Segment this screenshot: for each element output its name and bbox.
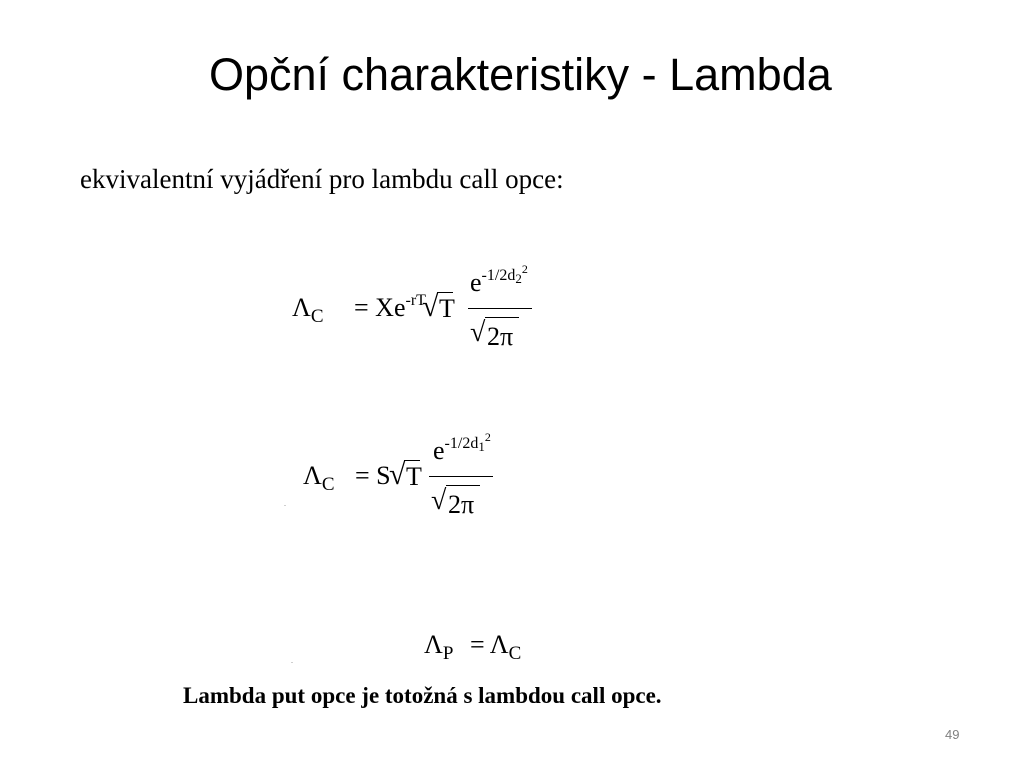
denominator-vinculum [485, 317, 519, 318]
subscript-p: P [442, 643, 454, 664]
equals-x: = Xe [354, 293, 406, 322]
numerator-exponent: -1/2d [481, 267, 516, 284]
denominator-arg: 2π [487, 322, 514, 351]
fraction-bar [429, 476, 493, 477]
subscript-c: C [310, 306, 324, 327]
scan-speck [291, 662, 293, 663]
subscript-c: C [321, 474, 335, 495]
exponent-rt: -rT [405, 292, 426, 309]
subscript-c: C [508, 643, 522, 664]
formula-3-rhs [470, 630, 522, 664]
denominator-arg: 2π [448, 490, 475, 519]
denominator-sqrt: √ [470, 317, 486, 348]
formula-2-s-term: = S [355, 461, 391, 490]
sqrt-vinculum [404, 460, 420, 461]
fraction-bar [468, 308, 532, 309]
formula-lambda-put [424, 632, 564, 672]
numerator-exponent-sup: 2 [484, 430, 491, 444]
lambda-symbol: Λ [292, 293, 311, 322]
sqrt-sign: √ [422, 290, 439, 323]
numerator-exponent-sub: 2 [515, 271, 522, 286]
denominator-sqrt: √ [431, 485, 447, 516]
sqrt-vinculum [437, 292, 453, 293]
numerator [433, 430, 491, 465]
slide-number: 49 [945, 727, 960, 742]
lambda-symbol: Λ [303, 461, 322, 490]
formula-1-lhs [292, 293, 324, 327]
sqrt-sign: √ [389, 458, 406, 491]
equals-lambda: = Λ [470, 630, 509, 659]
denominator-vinculum [446, 485, 480, 486]
formula-lambda-call-1 [292, 262, 592, 362]
formula-2-lhs [303, 461, 335, 495]
lambda-symbol: Λ [424, 630, 443, 659]
sqrt-arg-t: T [439, 294, 455, 323]
scan-speck [284, 505, 286, 506]
sqrt-arg-t: T [406, 462, 422, 491]
slide-title: Opční charakteristiky - Lambda [209, 49, 832, 100]
intro-text: ekvivalentní vyjádření pro lambdu call opce: [80, 164, 564, 194]
closing-text: Lambda put opce je totožná s lambdou call opce. [183, 683, 662, 708]
formula-3-lhs [424, 630, 454, 664]
numerator-exponent-sup: 2 [521, 262, 528, 276]
formula-1-x-term [354, 292, 426, 322]
numerator-exponent: -1/2d [444, 435, 479, 452]
numerator-e: e [470, 268, 482, 297]
numerator-e: e [433, 436, 445, 465]
numerator-exponent-sub: 1 [478, 439, 485, 454]
numerator [470, 262, 528, 297]
formula-lambda-call-2 [303, 430, 553, 530]
